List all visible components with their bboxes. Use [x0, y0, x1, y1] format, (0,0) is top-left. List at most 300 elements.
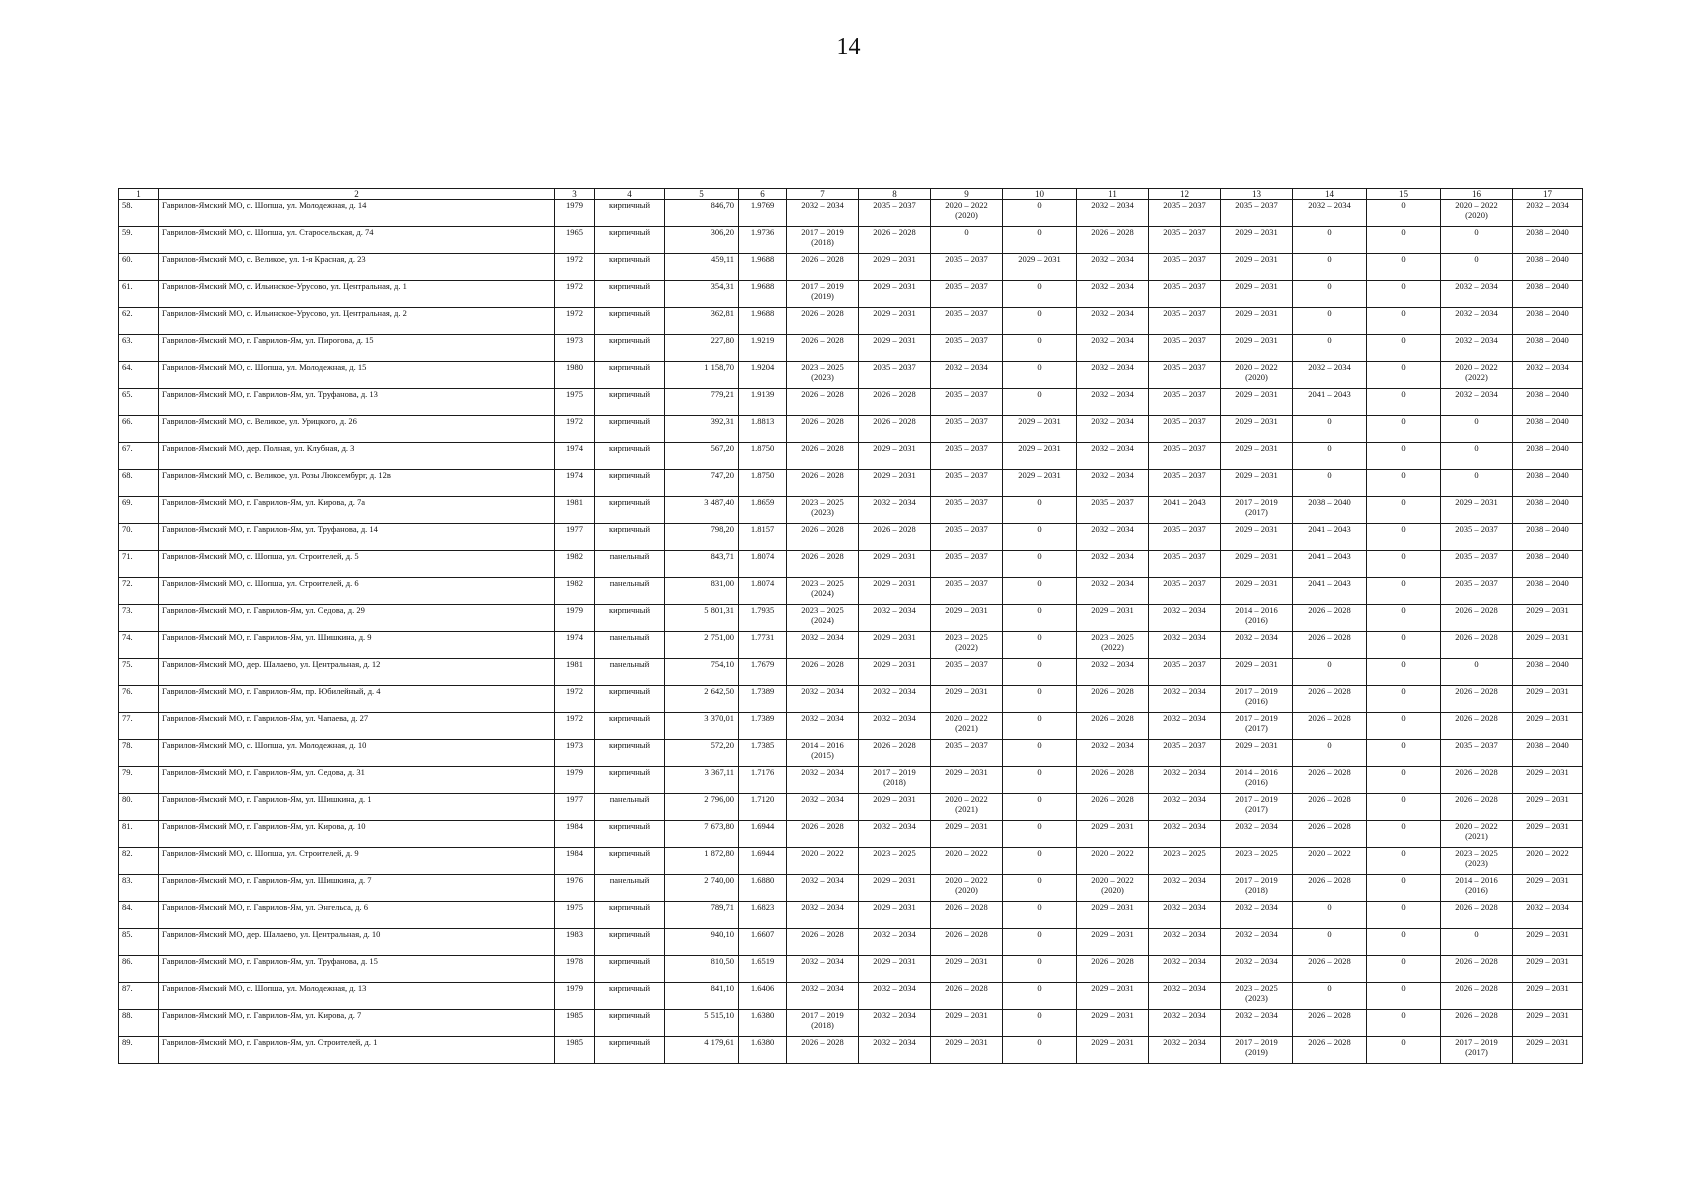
period-cell: 2032 – 2034 — [1513, 200, 1583, 227]
year-cell: 1972 — [555, 713, 595, 740]
address-cell: Гаврилов-Ямский МО, г. Гаврилов-Ям, ул. Кирова, д. 10 — [159, 821, 555, 848]
period-cell: 0 — [1003, 821, 1077, 848]
period-cell: 0 — [1003, 200, 1077, 227]
year-cell: 1974 — [555, 632, 595, 659]
table-row — [119, 1010, 1583, 1037]
period-cell: 2032 – 2034 — [787, 632, 859, 659]
period-cell: 0 — [1367, 335, 1441, 362]
coefficient-cell: 1.9769 — [739, 200, 787, 227]
period-cell: 2026 – 2028 — [787, 524, 859, 551]
period-cell: 2038 – 2040 — [1513, 254, 1583, 281]
period-cell: 2023 – 2025 (2023) — [787, 497, 859, 524]
period-cell: 0 — [1367, 929, 1441, 956]
period-cell: 2026 – 2028 — [931, 929, 1003, 956]
period-cell: 0 — [1293, 416, 1367, 443]
period-cell: 2026 – 2028 — [787, 929, 859, 956]
period-cell: 2020 – 2022 (2020) — [1441, 200, 1513, 227]
period-cell: 0 — [1003, 902, 1077, 929]
material-cell: кирпичный — [595, 443, 665, 470]
period-cell: 2032 – 2034 — [787, 902, 859, 929]
period-cell: 2029 – 2031 — [931, 1037, 1003, 1064]
table-row — [119, 578, 1583, 605]
period-cell: 0 — [1003, 362, 1077, 389]
period-cell: 2023 – 2025 — [1149, 848, 1221, 875]
period-cell: 0 — [1367, 1037, 1441, 1064]
row-number: 64. — [119, 362, 159, 389]
period-cell: 2032 – 2034 — [1077, 443, 1149, 470]
coefficient-cell: 1.9688 — [739, 308, 787, 335]
period-cell: 2020 – 2022 (2021) — [1441, 821, 1513, 848]
row-number: 74. — [119, 632, 159, 659]
period-cell: 2020 – 2022 (2020) — [1077, 875, 1149, 902]
period-cell: 2038 – 2040 — [1513, 551, 1583, 578]
period-cell: 2038 – 2040 — [1513, 416, 1583, 443]
period-cell: 0 — [1367, 443, 1441, 470]
period-cell: 2032 – 2034 — [1077, 254, 1149, 281]
period-cell: 2032 – 2034 — [1149, 1010, 1221, 1037]
address-cell: Гаврилов-Ямский МО, г. Гаврилов-Ям, ул. Труфанова, д. 15 — [159, 956, 555, 983]
period-cell: 2026 – 2028 — [1441, 794, 1513, 821]
period-cell: 2029 – 2031 — [1221, 740, 1293, 767]
material-cell: кирпичный — [595, 497, 665, 524]
period-cell: 2029 – 2031 — [1441, 497, 1513, 524]
period-cell: 2032 – 2034 — [1077, 524, 1149, 551]
period-cell: 0 — [1367, 767, 1441, 794]
row-number: 88. — [119, 1010, 159, 1037]
material-cell: кирпичный — [595, 956, 665, 983]
period-cell: 2026 – 2028 — [787, 389, 859, 416]
period-cell: 0 — [1003, 929, 1077, 956]
year-cell: 1975 — [555, 389, 595, 416]
table-row — [119, 902, 1583, 929]
period-cell: 2029 – 2031 — [859, 551, 931, 578]
address-cell: Гаврилов-Ямский МО, г. Гаврилов-Ям, ул. Шишкина, д. 9 — [159, 632, 555, 659]
period-cell: 2017 – 2019 (2017) — [1221, 713, 1293, 740]
column-header: 10 — [1003, 189, 1077, 200]
period-cell: 2032 – 2034 — [1149, 821, 1221, 848]
material-cell: кирпичный — [595, 227, 665, 254]
column-header: 17 — [1513, 189, 1583, 200]
period-cell: 2032 – 2034 — [1221, 929, 1293, 956]
period-cell: 2026 – 2028 — [1293, 1010, 1367, 1037]
period-cell: 2032 – 2034 — [1077, 578, 1149, 605]
period-cell: 2035 – 2037 — [1441, 740, 1513, 767]
year-cell: 1965 — [555, 227, 595, 254]
area-cell: 354,31 — [665, 281, 739, 308]
period-cell: 2029 – 2031 — [1513, 794, 1583, 821]
material-cell: кирпичный — [595, 983, 665, 1010]
period-cell: 2029 – 2031 — [1003, 416, 1077, 443]
period-cell: 2026 – 2028 — [1293, 713, 1367, 740]
column-header: 6 — [739, 189, 787, 200]
period-cell: 2017 – 2019 (2017) — [1441, 1037, 1513, 1064]
address-cell: Гаврилов-Ямский МО, с. Шопша, ул. Строителей, д. 9 — [159, 848, 555, 875]
year-cell: 1972 — [555, 416, 595, 443]
coefficient-cell: 1.8074 — [739, 551, 787, 578]
period-cell: 2032 – 2034 — [859, 929, 931, 956]
period-cell: 2032 – 2034 — [1149, 875, 1221, 902]
period-cell: 2038 – 2040 — [1513, 281, 1583, 308]
period-cell: 2035 – 2037 — [1149, 389, 1221, 416]
column-header: 12 — [1149, 189, 1221, 200]
period-cell: 2029 – 2031 — [931, 821, 1003, 848]
period-cell: 2035 – 2037 — [1149, 470, 1221, 497]
period-cell: 2032 – 2034 — [1077, 281, 1149, 308]
period-cell: 2026 – 2028 — [859, 227, 931, 254]
period-cell: 2035 – 2037 — [1149, 416, 1221, 443]
period-cell: 2035 – 2037 — [1149, 362, 1221, 389]
table-row — [119, 821, 1583, 848]
period-cell: 2020 – 2022 — [787, 848, 859, 875]
period-cell: 2026 – 2028 — [1441, 1010, 1513, 1037]
period-cell: 2035 – 2037 — [1149, 254, 1221, 281]
address-cell: Гаврилов-Ямский МО, г. Гаврилов-Ям, ул. Энгельса, д. 6 — [159, 902, 555, 929]
period-cell: 2026 – 2028 — [1077, 227, 1149, 254]
material-cell: кирпичный — [595, 335, 665, 362]
table-row — [119, 416, 1583, 443]
period-cell: 2032 – 2034 — [1149, 794, 1221, 821]
period-cell: 0 — [1367, 632, 1441, 659]
area-cell: 2 751,00 — [665, 632, 739, 659]
period-cell: 2032 – 2034 — [859, 497, 931, 524]
period-cell: 0 — [1003, 686, 1077, 713]
period-cell: 2032 – 2034 — [1513, 902, 1583, 929]
area-cell: 810,50 — [665, 956, 739, 983]
period-cell: 2032 – 2034 — [1441, 281, 1513, 308]
row-number: 77. — [119, 713, 159, 740]
period-cell: 2029 – 2031 — [1077, 821, 1149, 848]
address-cell: Гаврилов-Ямский МО, с. Шопша, ул. Молодежная, д. 10 — [159, 740, 555, 767]
period-cell: 0 — [1367, 956, 1441, 983]
address-cell: Гаврилов-Ямский МО, г. Гаврилов-Ям, ул. Труфанова, д. 14 — [159, 524, 555, 551]
period-cell: 2029 – 2031 — [1221, 335, 1293, 362]
address-cell: Гаврилов-Ямский МО, с. Шопша, ул. Старосельская, д. 74 — [159, 227, 555, 254]
period-cell: 0 — [931, 227, 1003, 254]
address-cell: Гаврилов-Ямский МО, г. Гаврилов-Ям, ул. Седова, д. 29 — [159, 605, 555, 632]
period-cell: 0 — [1367, 794, 1441, 821]
area-cell: 3 487,40 — [665, 497, 739, 524]
period-cell: 2029 – 2031 — [1221, 254, 1293, 281]
address-cell: Гаврилов-Ямский МО, с. Ильинское-Урусово, ул. Центральная, д. 1 — [159, 281, 555, 308]
row-number: 65. — [119, 389, 159, 416]
period-cell: 0 — [1003, 335, 1077, 362]
period-cell: 0 — [1293, 443, 1367, 470]
period-cell: 2023 – 2025 — [1221, 848, 1293, 875]
column-header: 7 — [787, 189, 859, 200]
year-cell: 1973 — [555, 740, 595, 767]
period-cell: 2029 – 2031 — [1077, 1037, 1149, 1064]
period-cell: 2023 – 2025 (2023) — [787, 362, 859, 389]
period-cell: 2032 – 2034 — [1149, 632, 1221, 659]
period-cell: 2041 – 2043 — [1149, 497, 1221, 524]
period-cell: 2038 – 2040 — [1513, 443, 1583, 470]
period-cell: 0 — [1367, 254, 1441, 281]
material-cell: панельный — [595, 659, 665, 686]
period-cell: 2026 – 2028 — [1293, 605, 1367, 632]
period-cell: 0 — [1003, 1037, 1077, 1064]
period-cell: 2026 – 2028 — [1441, 956, 1513, 983]
year-cell: 1979 — [555, 200, 595, 227]
table-row — [119, 1037, 1583, 1064]
period-cell: 0 — [1367, 470, 1441, 497]
period-cell: 2026 – 2028 — [1293, 794, 1367, 821]
material-cell: панельный — [595, 578, 665, 605]
area-cell: 789,71 — [665, 902, 739, 929]
address-cell: Гаврилов-Ямский МО, дер. Шалаево, ул. Центральная, д. 10 — [159, 929, 555, 956]
period-cell: 0 — [1441, 470, 1513, 497]
period-cell: 2026 – 2028 — [859, 524, 931, 551]
material-cell: кирпичный — [595, 848, 665, 875]
period-cell: 0 — [1367, 308, 1441, 335]
row-number: 59. — [119, 227, 159, 254]
column-header: 15 — [1367, 189, 1441, 200]
material-cell: кирпичный — [595, 362, 665, 389]
period-cell: 2032 – 2034 — [1149, 902, 1221, 929]
period-cell: 2032 – 2034 — [1077, 659, 1149, 686]
year-cell: 1981 — [555, 659, 595, 686]
table-row — [119, 983, 1583, 1010]
period-cell: 0 — [1003, 524, 1077, 551]
year-cell: 1973 — [555, 335, 595, 362]
material-cell: кирпичный — [595, 308, 665, 335]
period-cell: 0 — [1293, 227, 1367, 254]
period-cell: 2038 – 2040 — [1293, 497, 1367, 524]
period-cell: 2026 – 2028 — [1077, 767, 1149, 794]
address-cell: Гаврилов-Ямский МО, с. Шопша, ул. Молодежная, д. 13 — [159, 983, 555, 1010]
period-cell: 2032 – 2034 — [859, 1010, 931, 1037]
column-header: 14 — [1293, 189, 1367, 200]
period-cell: 2014 – 2016 (2016) — [1221, 767, 1293, 794]
period-cell: 0 — [1367, 740, 1441, 767]
period-cell: 2029 – 2031 — [1221, 281, 1293, 308]
period-cell: 2035 – 2037 — [1149, 659, 1221, 686]
table-row — [119, 524, 1583, 551]
row-number: 62. — [119, 308, 159, 335]
period-cell: 2023 – 2025 (2022) — [1077, 632, 1149, 659]
period-cell: 0 — [1003, 875, 1077, 902]
address-cell: Гаврилов-Ямский МО, с. Ильинское-Урусово, ул. Центральная, д. 2 — [159, 308, 555, 335]
period-cell: 2035 – 2037 — [1221, 200, 1293, 227]
year-cell: 1976 — [555, 875, 595, 902]
row-number: 67. — [119, 443, 159, 470]
table-body — [119, 200, 1583, 1064]
period-cell: 2035 – 2037 — [931, 443, 1003, 470]
column-header: 13 — [1221, 189, 1293, 200]
period-cell: 2026 – 2028 — [931, 902, 1003, 929]
material-cell: кирпичный — [595, 1010, 665, 1037]
period-cell: 2038 – 2040 — [1513, 470, 1583, 497]
period-cell: 2041 – 2043 — [1293, 578, 1367, 605]
period-cell: 2029 – 2031 — [1513, 632, 1583, 659]
period-cell: 2029 – 2031 — [859, 443, 931, 470]
period-cell: 2032 – 2034 — [859, 605, 931, 632]
coefficient-cell: 1.7935 — [739, 605, 787, 632]
coefficient-cell: 1.7120 — [739, 794, 787, 821]
row-number: 72. — [119, 578, 159, 605]
area-cell: 747,20 — [665, 470, 739, 497]
table-row — [119, 497, 1583, 524]
period-cell: 2026 – 2028 — [1293, 956, 1367, 983]
period-cell: 2032 – 2034 — [1513, 362, 1583, 389]
period-cell: 2029 – 2031 — [1513, 956, 1583, 983]
period-cell: 2026 – 2028 — [787, 416, 859, 443]
period-cell: 2029 – 2031 — [1003, 443, 1077, 470]
period-cell: 0 — [1367, 227, 1441, 254]
table-row — [119, 443, 1583, 470]
address-cell: Гаврилов-Ямский МО, дер. Полная, ул. Клубная, д. 3 — [159, 443, 555, 470]
material-cell: кирпичный — [595, 902, 665, 929]
period-cell: 2032 – 2034 — [1293, 200, 1367, 227]
period-cell: 2023 – 2025 (2023) — [1441, 848, 1513, 875]
period-cell: 2029 – 2031 — [859, 308, 931, 335]
coefficient-cell: 1.6380 — [739, 1010, 787, 1037]
period-cell: 2029 – 2031 — [1513, 929, 1583, 956]
period-cell: 2029 – 2031 — [1221, 416, 1293, 443]
address-cell: Гаврилов-Ямский МО, г. Гаврилов-Ям, ул. Шишкина, д. 1 — [159, 794, 555, 821]
year-cell: 1972 — [555, 308, 595, 335]
period-cell: 2032 – 2034 — [931, 362, 1003, 389]
period-cell: 2017 – 2019 (2017) — [1221, 794, 1293, 821]
year-cell: 1975 — [555, 902, 595, 929]
table-row — [119, 551, 1583, 578]
coefficient-cell: 1.8750 — [739, 443, 787, 470]
period-cell: 2035 – 2037 — [1149, 200, 1221, 227]
address-cell: Гаврилов-Ямский МО, с. Шопша, ул. Строителей, д. 6 — [159, 578, 555, 605]
area-cell: 3 370,01 — [665, 713, 739, 740]
area-cell: 754,10 — [665, 659, 739, 686]
material-cell: кирпичный — [595, 470, 665, 497]
row-number: 89. — [119, 1037, 159, 1064]
period-cell: 0 — [1367, 362, 1441, 389]
year-cell: 1981 — [555, 497, 595, 524]
period-cell: 2029 – 2031 — [1221, 443, 1293, 470]
period-cell: 2017 – 2019 (2017) — [1221, 497, 1293, 524]
header-row — [119, 189, 1583, 200]
area-cell: 306,20 — [665, 227, 739, 254]
period-cell: 0 — [1293, 929, 1367, 956]
period-cell: 2029 – 2031 — [1221, 578, 1293, 605]
period-cell: 2035 – 2037 — [931, 578, 1003, 605]
period-cell: 0 — [1293, 470, 1367, 497]
period-cell: 2032 – 2034 — [1221, 956, 1293, 983]
period-cell: 2029 – 2031 — [1513, 713, 1583, 740]
row-number: 70. — [119, 524, 159, 551]
year-cell: 1974 — [555, 470, 595, 497]
year-cell: 1972 — [555, 686, 595, 713]
period-cell: 0 — [1293, 659, 1367, 686]
coefficient-cell: 1.6944 — [739, 848, 787, 875]
period-cell: 0 — [1003, 389, 1077, 416]
area-cell: 843,71 — [665, 551, 739, 578]
period-cell: 2026 – 2028 — [931, 983, 1003, 1010]
period-cell: 0 — [1367, 497, 1441, 524]
period-cell: 2035 – 2037 — [931, 497, 1003, 524]
coefficient-cell: 1.8813 — [739, 416, 787, 443]
period-cell: 2026 – 2028 — [1077, 794, 1149, 821]
period-cell: 2029 – 2031 — [1077, 605, 1149, 632]
column-header: 11 — [1077, 189, 1149, 200]
period-cell: 2032 – 2034 — [787, 875, 859, 902]
period-cell: 0 — [1441, 254, 1513, 281]
material-cell: кирпичный — [595, 821, 665, 848]
period-cell: 2026 – 2028 — [859, 416, 931, 443]
period-cell: 2026 – 2028 — [1441, 767, 1513, 794]
period-cell: 2017 – 2019 (2018) — [1221, 875, 1293, 902]
area-cell: 567,20 — [665, 443, 739, 470]
period-cell: 2032 – 2034 — [787, 686, 859, 713]
period-cell: 2029 – 2031 — [1513, 821, 1583, 848]
period-cell: 2035 – 2037 — [1441, 524, 1513, 551]
table-row — [119, 956, 1583, 983]
material-cell: кирпичный — [595, 389, 665, 416]
area-cell: 2 740,00 — [665, 875, 739, 902]
period-cell: 2026 – 2028 — [1077, 713, 1149, 740]
period-cell: 0 — [1367, 821, 1441, 848]
period-cell: 2026 – 2028 — [787, 1037, 859, 1064]
period-cell: 0 — [1367, 875, 1441, 902]
period-cell: 0 — [1003, 659, 1077, 686]
row-number: 61. — [119, 281, 159, 308]
coefficient-cell: 1.6944 — [739, 821, 787, 848]
row-number: 87. — [119, 983, 159, 1010]
year-cell: 1979 — [555, 767, 595, 794]
period-cell: 2020 – 2022 (2021) — [931, 713, 1003, 740]
period-cell: 2029 – 2031 — [931, 1010, 1003, 1037]
address-cell: Гаврилов-Ямский МО, с. Шопша, ул. Молодежная, д. 15 — [159, 362, 555, 389]
area-cell: 4 179,61 — [665, 1037, 739, 1064]
year-cell: 1984 — [555, 821, 595, 848]
address-cell: Гаврилов-Ямский МО, с. Шопша, ул. Молодежная, д. 14 — [159, 200, 555, 227]
period-cell: 2032 – 2034 — [1077, 362, 1149, 389]
period-cell: 0 — [1441, 227, 1513, 254]
coefficient-cell: 1.6380 — [739, 1037, 787, 1064]
period-cell: 2038 – 2040 — [1513, 740, 1583, 767]
period-cell: 0 — [1003, 632, 1077, 659]
period-cell: 2029 – 2031 — [859, 794, 931, 821]
period-cell: 2032 – 2034 — [787, 200, 859, 227]
year-cell: 1985 — [555, 1010, 595, 1037]
material-cell: кирпичный — [595, 254, 665, 281]
period-cell: 0 — [1293, 281, 1367, 308]
row-number: 82. — [119, 848, 159, 875]
period-cell: 2032 – 2034 — [787, 956, 859, 983]
period-cell: 2035 – 2037 — [1149, 551, 1221, 578]
area-cell: 798,20 — [665, 524, 739, 551]
page-number: 14 — [836, 34, 861, 60]
table-row — [119, 470, 1583, 497]
coefficient-cell: 1.8659 — [739, 497, 787, 524]
period-cell: 2026 – 2028 — [1293, 1037, 1367, 1064]
area-cell: 940,10 — [665, 929, 739, 956]
address-cell: Гаврилов-Ямский МО, с. Шопша, ул. Строителей, д. 5 — [159, 551, 555, 578]
address-cell: Гаврилов-Ямский МО, с. Великое, ул. Урицкого, д. 26 — [159, 416, 555, 443]
period-cell: 2020 – 2022 (2020) — [931, 875, 1003, 902]
material-cell: кирпичный — [595, 740, 665, 767]
housing-schedule-table — [118, 188, 1583, 1064]
row-number: 80. — [119, 794, 159, 821]
period-cell: 2023 – 2025 (2024) — [787, 605, 859, 632]
area-cell: 2 642,50 — [665, 686, 739, 713]
period-cell: 2032 – 2034 — [1149, 956, 1221, 983]
coefficient-cell: 1.7679 — [739, 659, 787, 686]
period-cell: 0 — [1367, 686, 1441, 713]
period-cell: 0 — [1367, 713, 1441, 740]
period-cell: 2029 – 2031 — [1077, 902, 1149, 929]
period-cell: 2014 – 2016 (2016) — [1221, 605, 1293, 632]
year-cell: 1979 — [555, 983, 595, 1010]
period-cell: 2029 – 2031 — [1221, 551, 1293, 578]
year-cell: 1980 — [555, 362, 595, 389]
